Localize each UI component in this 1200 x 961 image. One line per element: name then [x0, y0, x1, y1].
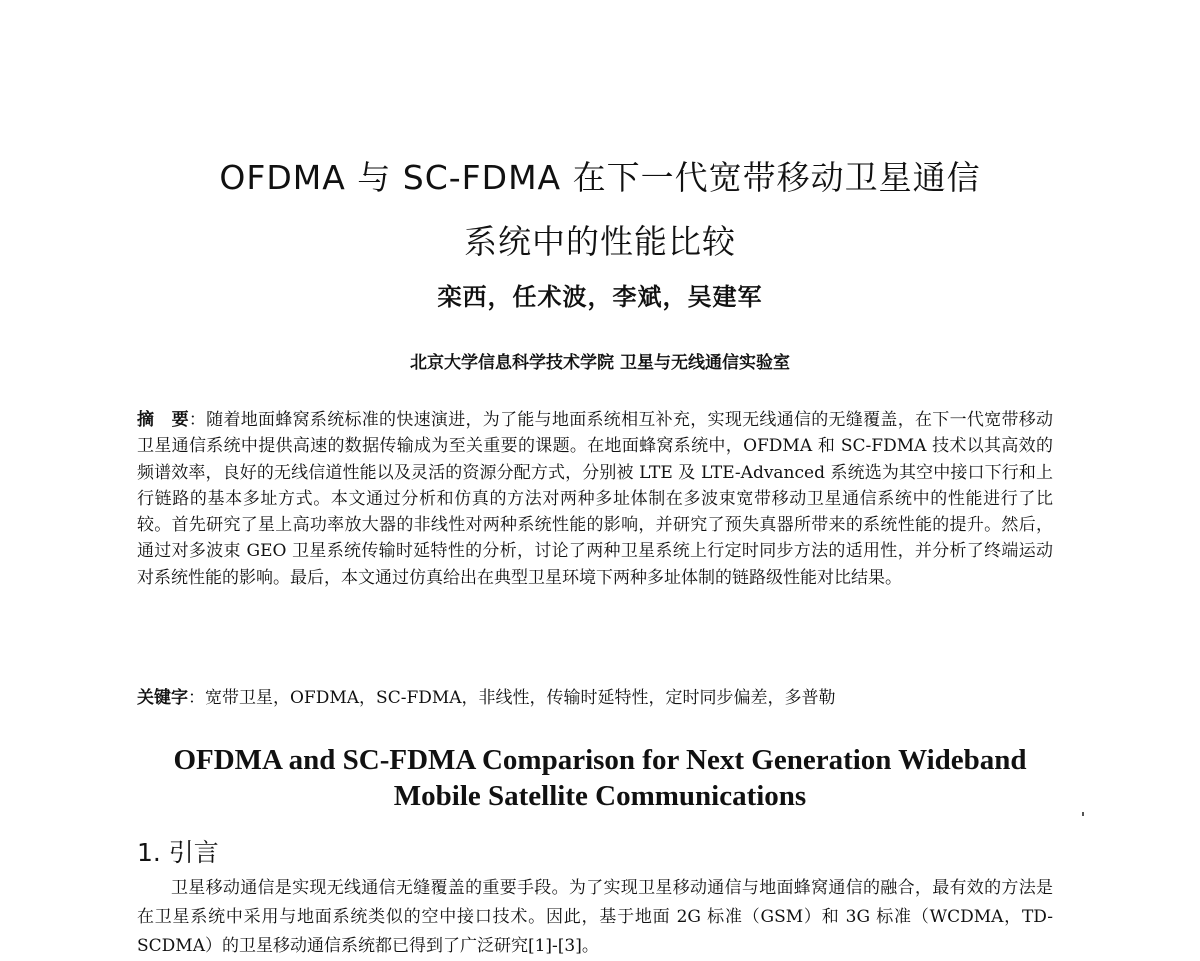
abstract: [137, 407, 1053, 591]
abstract-separator: ：: [188, 410, 207, 430]
paper-title-line-1: OFDMA 与 SC-FDMA 在下一代宽带移动卫星通信: [219, 158, 981, 197]
abstract-text: 随着地面蜂窝系统标准的快速演进，为了能与地面系统相互补充，实现无线通信的无缝覆盖，在下一代宽带移动卫星通信系统中提供高速的数据传输成为至关重要的课题。在地面蜂窝系统中，OFDMA 和 SC-FDMA 技术以其高效的频谱效率，良好的无线信道性能以及灵活的资源分配方式，分别被 LTE 及 LTE-Advanced 系统选为其空中接口下行和上行链路的基本多址方式。本文通过分析和仿真的方法对两种多址体制在多波束宽带移动卫星通信系统中的性能进行了比较。首先研究了星上高功率放大器的非线性对两种系统性能的影响，并研究了预失真器所带来的系统性能的提升。然后，通过对多波束 GEO 卫星系统传输时延特性的分析，讨论了两种卫星系统上行定时同步方法的适用性，并分析了终端运动对系统性能的影响。最后，本文通过仿真给出在典型卫星环境下两种多址体制的链路级性能对比结果。: [137, 410, 1054, 588]
english-title-line-2: Mobile Satellite Communications: [393, 780, 807, 812]
section-1-heading: 1. 引言: [137, 838, 219, 867]
keywords-label: 关键字: [137, 688, 188, 708]
keywords-separator: ：: [188, 688, 205, 708]
authors: 栾西，任术波，李斌，吴建军: [437, 282, 763, 311]
abstract-label: 摘 要: [137, 410, 189, 430]
english-title: [0, 742, 1200, 814]
scan-dot-mark: [1082, 812, 1084, 816]
section-1-paragraph: 卫星移动通信是实现无线通信无缝覆盖的重要手段。为了实现卫星移动通信与地面蜂窝通信的融合，最有效的方法是在卫星系统中采用与地面系统类似的空中接口技术。因此，基于地面 2G 标准（GSM）和 3G 标准（WCDMA，TD-SCDMA）的卫星移动通信系统都已得到了广泛研究[1]-[3]。: [137, 878, 1053, 956]
keywords-text: 宽带卫星，OFDMA，SC-FDMA，非线性，传输时延特性，定时同步偏差，多普勒: [205, 688, 836, 708]
keywords: [137, 685, 1053, 711]
paper-title-line-2: 系统中的性能比较: [464, 222, 736, 261]
english-title-line-1: OFDMA and SC-FDMA Comparison for Next Generation Wideband: [173, 744, 1027, 776]
affiliation: 北京大学信息科学技术学院 卫星与无线通信实验室: [410, 353, 790, 373]
